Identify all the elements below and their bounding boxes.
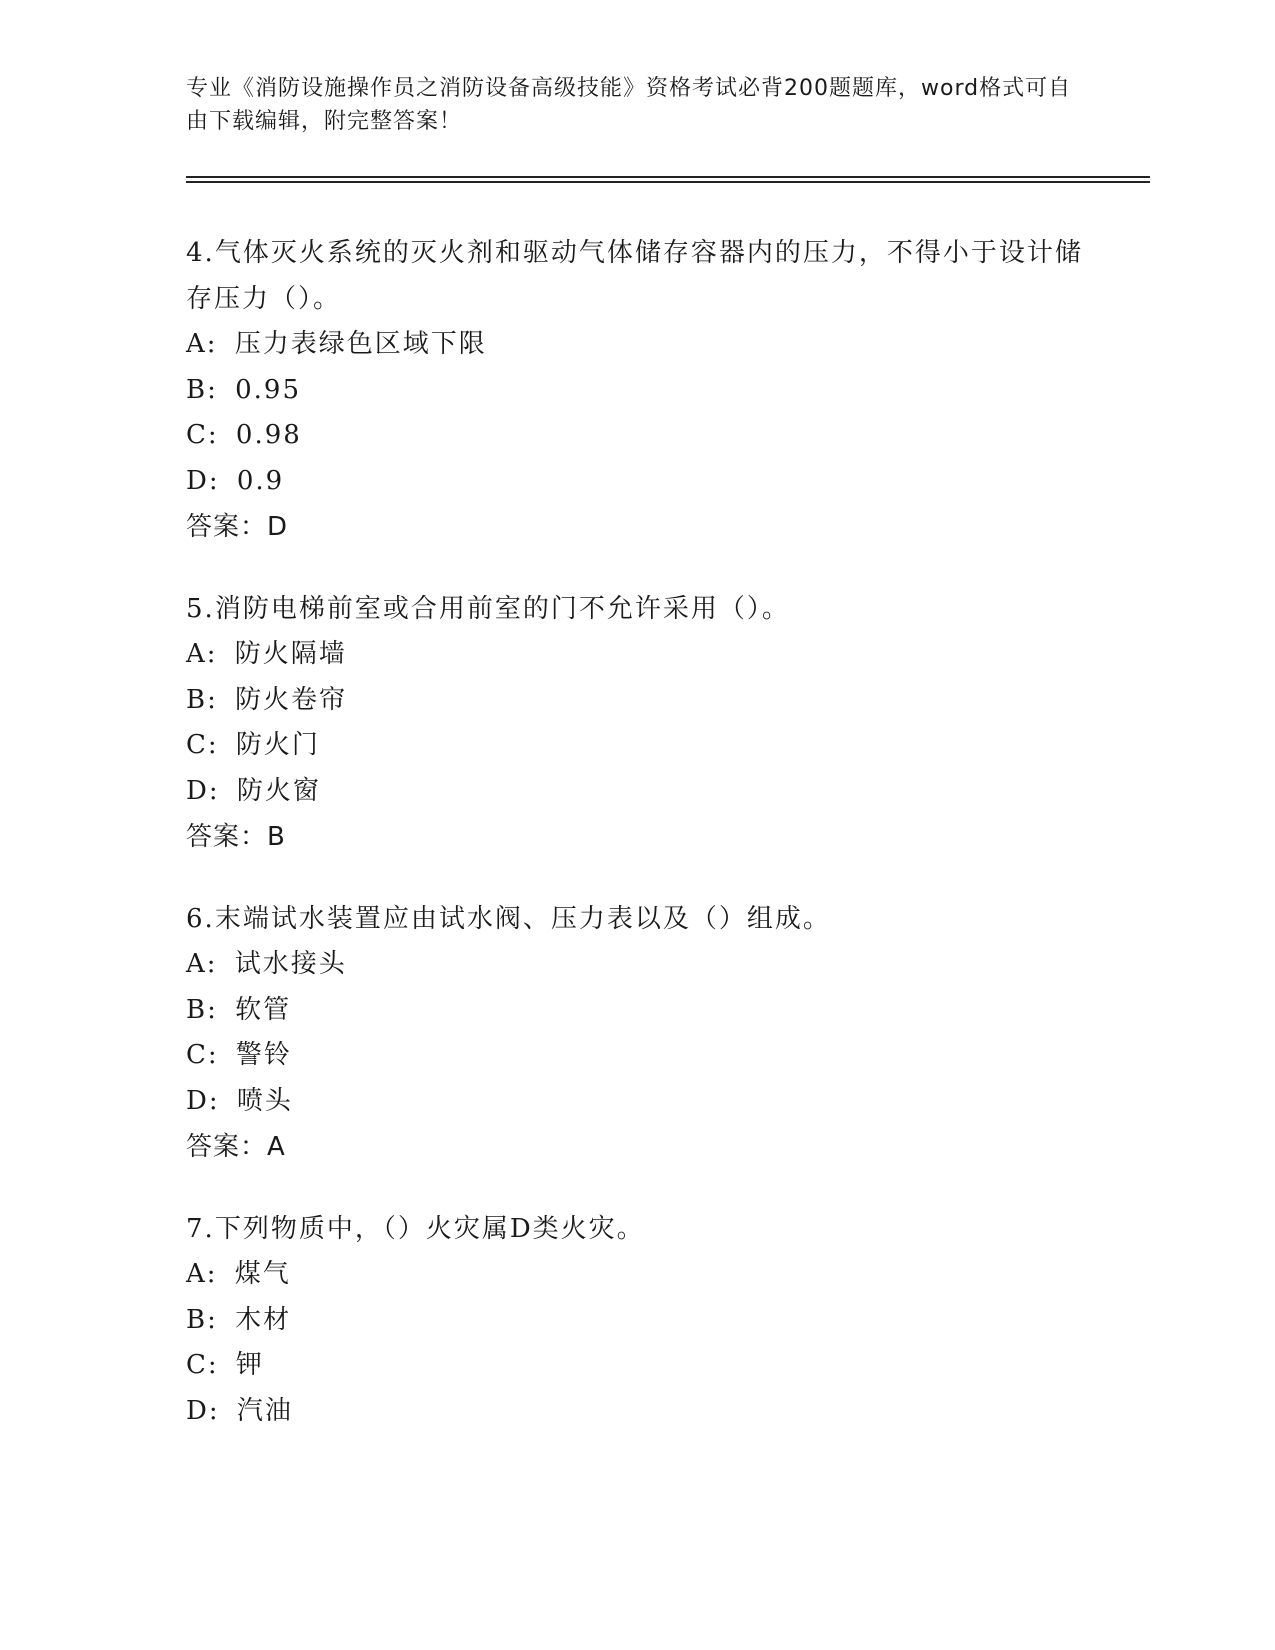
option-a: A : 防火隔墙: [186, 632, 1086, 678]
option-text: 防火窗: [236, 775, 321, 806]
question-6: [186, 896, 1086, 1170]
option-letter: B: [186, 1304, 208, 1335]
option-text: 压力表绿色区域下限: [234, 329, 487, 359]
question-text: [186, 1206, 1086, 1252]
answer-label: 答案：: [186, 512, 268, 542]
answer-line: [186, 504, 1086, 550]
option-d: D : 喷头: [186, 1079, 1086, 1125]
option-text: 0.95: [235, 374, 301, 405]
question-text: [186, 896, 1086, 942]
option-text: 钾: [235, 1350, 264, 1380]
question-number: 5.: [186, 594, 215, 624]
option-b: B : 0.95: [186, 368, 1086, 414]
question-text: [186, 230, 1086, 322]
option-text: 喷头: [236, 1085, 293, 1116]
option-text: 警铃: [235, 1040, 292, 1070]
question-5: [186, 586, 1086, 860]
option-letter: D: [186, 775, 209, 806]
question-7: [186, 1206, 1086, 1434]
answer-line: [186, 1124, 1086, 1170]
option-letter: B: [186, 994, 208, 1025]
option-b: B : 木材: [186, 1298, 1086, 1344]
question-text: [186, 586, 1086, 632]
option-letter: A: [186, 949, 207, 979]
header-rule-bottom: [186, 181, 1150, 183]
option-text: 防火隔墙: [234, 639, 347, 669]
option-letter: A: [186, 1259, 207, 1289]
option-b: B : 防火卷帘: [186, 678, 1086, 724]
answer-label: 答案：: [186, 1132, 268, 1162]
option-c: C : 防火门: [186, 723, 1086, 769]
header-rule-top: [186, 176, 1150, 178]
question-stem: 末端试水装置应由试水阀、压力表以及（）组成。: [214, 904, 831, 934]
option-letter: C: [186, 420, 208, 450]
option-text: 汽油: [236, 1395, 293, 1426]
document-header: 专业《消防设施操作员之消防设备高级技能》资格考试必背200题题库，word格式可自由下载编辑，附完整答案！: [186, 76, 1072, 134]
option-text: 试水接头: [234, 949, 347, 979]
answer-value: B: [267, 822, 286, 852]
option-b: B : 软管: [186, 988, 1086, 1034]
option-d: D : 汽油: [186, 1389, 1086, 1435]
option-a: A : 压力表绿色区域下限: [186, 322, 1086, 368]
option-text: 煤气: [234, 1259, 291, 1289]
option-letter: C: [186, 1040, 208, 1070]
option-text: 软管: [235, 994, 292, 1025]
option-c: C : 0.98: [186, 413, 1086, 459]
question-list: [186, 230, 1086, 1470]
option-text: 0.9: [236, 465, 285, 496]
question-stem: 下列物质中，（）火灾属D类火灾。: [214, 1214, 645, 1244]
option-text: 0.98: [235, 420, 302, 450]
question-number: 6.: [186, 904, 215, 934]
answer-value: D: [267, 512, 289, 542]
option-letter: A: [186, 639, 207, 669]
option-letter: D: [186, 1085, 209, 1116]
option-c: C : 警铃: [186, 1033, 1086, 1079]
option-letter: C: [186, 1350, 208, 1380]
option-text: 防火门: [235, 730, 320, 760]
option-letter: D: [186, 465, 209, 496]
option-c: C : 钾: [186, 1343, 1086, 1389]
answer-label: 答案：: [186, 822, 268, 852]
answer-value: A: [267, 1132, 286, 1162]
question-number: 4.: [186, 238, 215, 268]
option-letter: D: [186, 1395, 209, 1426]
option-text: 防火卷帘: [235, 684, 348, 715]
option-letter: B: [186, 684, 208, 715]
option-a: A : 煤气: [186, 1252, 1086, 1298]
option-letter: C: [186, 730, 208, 760]
option-d: D : 0.9: [186, 459, 1086, 505]
question-4: [186, 230, 1086, 550]
question-number: 7.: [186, 1214, 215, 1244]
answer-line: [186, 814, 1086, 860]
option-text: 木材: [235, 1304, 292, 1335]
option-letter: A: [186, 329, 207, 359]
option-d: D : 防火窗: [186, 769, 1086, 815]
question-stem: 消防电梯前室或合用前室的门不允许采用（）。: [214, 594, 790, 624]
option-letter: B: [186, 374, 208, 405]
question-stem: 气体灭火系统的灭火剂和驱动气体储存容器内的压力，不得小于设计储存压力（）。: [186, 238, 1083, 314]
option-a: A : 试水接头: [186, 942, 1086, 988]
